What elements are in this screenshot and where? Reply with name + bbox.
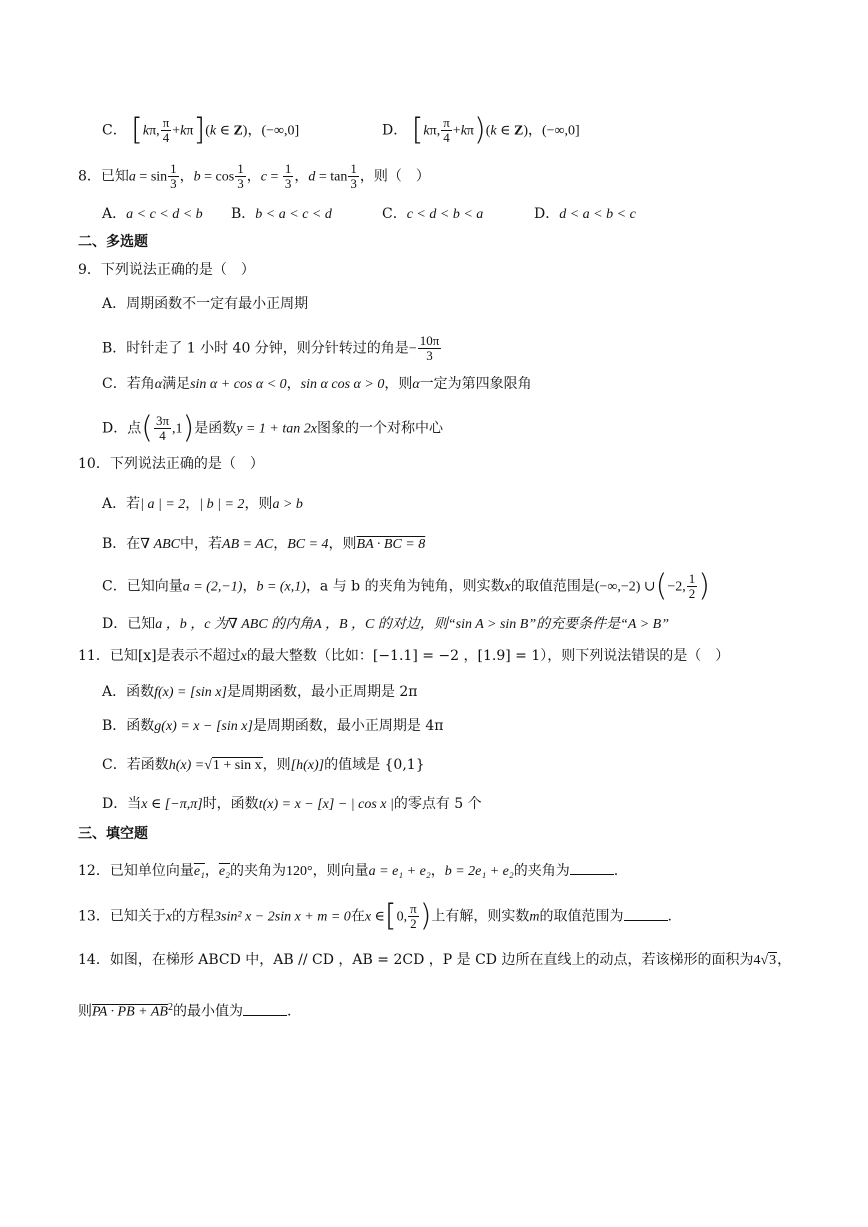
q8-option-d: D．d < a < b < c	[534, 206, 636, 222]
q11-option-d: D．当x ∈ [−π,π]时，函数t(x) = x − [x] − | cos x |的零点有 5 个	[102, 796, 482, 812]
q10-stem: 10．下列说法正确的是（ ）	[78, 456, 264, 472]
q10-option-b: B．在∇ ABC中，若AB = AC，BC = 4，则BA · BC = 8	[102, 536, 426, 552]
q9-option-b: B．时针走了 1 小时 40 分钟，则分针转过的角是− $\frac{10\pi}{3}$	[102, 333, 440, 363]
section-heading-fill-in: 三、填空题	[78, 826, 148, 842]
q12: 12．已知单位向量e₁，e₂的夹角为120°，则向量a = e₁ + e₂，b = 2e₁ + e₂的夹角为 .	[78, 860, 618, 882]
q11-stem: 11．已知[x]是表示不超过x的最大整数（比如：[−1.1] = −2 ，[1.9] = 1），则下列说法错误的是（ ）	[78, 648, 730, 664]
q8-option-a: A．a < c < d < b	[102, 206, 203, 222]
q7-option-d: D． [kπ, $\frac{\pi}{4}$ +kπ)(k ∈ Z)，(−∞,0]	[382, 112, 580, 148]
q10-option-a: A．若| a | = 2，| b | = 2，则a > b	[102, 496, 303, 512]
section-heading-multiple-choice: 二、多选题	[78, 234, 148, 250]
q8-stem: 8．已知a = sin $\frac{1}{3}$ ，b = cos $\frac{1}{3}$ ，c = $\frac{1}{3}$ ，d = tan $\frac{1}{3}$ ，则（ ）	[78, 161, 430, 191]
q9-stem: 9．下列说法正确的是（ ）	[78, 262, 255, 278]
q11-option-b: B．函数g(x) = x − [sin x]是周期函数，最小正周期是 4π	[102, 718, 444, 734]
option-label: D．	[382, 122, 408, 139]
q9-option-d: D．点( $\frac{3\pi}{4}$ ,1)是函数y = 1 + tan 2x图象的一个对称中心	[102, 410, 443, 446]
q7-c-range: (−∞,0]	[261, 123, 300, 139]
q7-d-range: (−∞,0]	[541, 123, 580, 139]
q10-option-c: C．已知向量a = (2,−1)，b = (x,1)，a 与 b 的夹角为钝角，则实数x的取值范围是(−∞,−2) ∪(−2, $\frac{1}{2}$ )	[102, 568, 710, 604]
option-label: C．	[102, 122, 127, 139]
answer-blank[interactable]	[624, 906, 668, 921]
q13: 13．已知关于x的方程3sin² x − 2sin x + m = 0在x ∈[0, $\frac{\pi}{2}$ )上有解，则实数m的取值范围为 .	[78, 898, 672, 934]
q10-option-d: D．已知a ，b ，c 为∇ ABC 的内角A ，B ，C 的对边，则“sin A > sin B”的充要条件是“A > B”	[102, 616, 670, 632]
q14-line1: 14．如图，在梯形 ABCD 中，AB // CD ，AB = 2CD ，P 是 CD 边所在直线上的动点，若该梯形的面积为4√3，	[78, 952, 792, 968]
q11-option-c: C．若函数h(x) =√1 + sin x，则[h(x)]的值域是 {0,1}	[102, 757, 425, 773]
q8-option-b: B．b < a < c < d	[231, 206, 332, 222]
answer-blank[interactable]	[570, 860, 614, 875]
q9-option-c: C．若角α满足sin α + cos α < 0，sin α cos α > 0，则α一定为第四象限角	[102, 376, 532, 392]
answer-blank[interactable]	[243, 1001, 287, 1016]
q11-option-a: A．函数f(x) = [sin x]是周期函数，最小正周期是 2π	[102, 684, 418, 700]
q7-option-c: C． [kπ, $\frac{\pi}{4}$ +kπ](k ∈ Z)，(−∞,0]	[102, 112, 300, 148]
q9-option-a: A．周期函数不一定有最小正周期	[102, 296, 309, 312]
q14-line2: 则PA · PB + $AB^2$的最小值为 .	[78, 1002, 292, 1020]
q8-option-c: C．c < d < b < a	[382, 206, 484, 222]
